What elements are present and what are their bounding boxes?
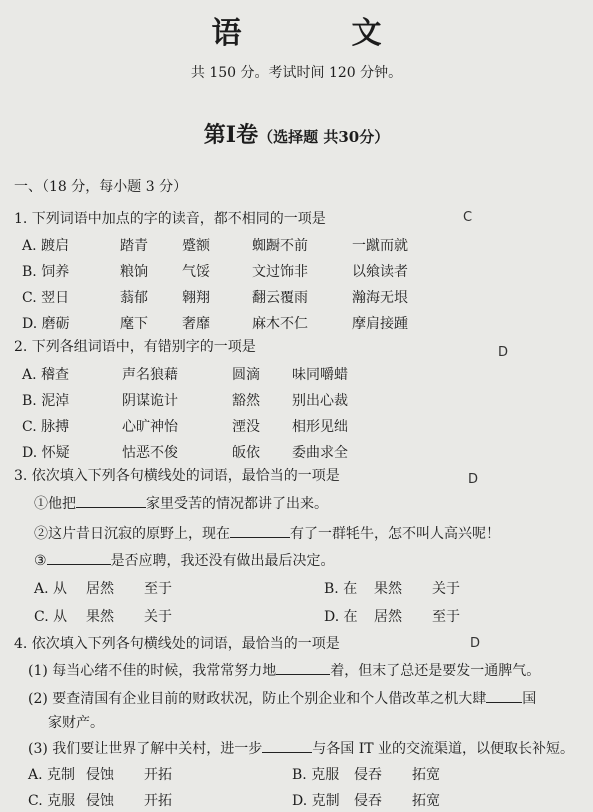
option-cell: 一蹴而就 [352, 238, 408, 254]
option-cell: C. 从 [34, 609, 68, 625]
sentence-text: 家里受苦的情况都讲了出来。 [146, 496, 328, 512]
sentence-text: ②这片昔日沉寂的原野上，现在 [34, 526, 230, 542]
sentence-text: (1) 每当心绪不佳的时候，我常常努力地 [28, 663, 277, 679]
option-cell: 翻云覆雨 [252, 290, 308, 306]
option-cell: A. 克制 [28, 767, 76, 783]
page-title: 语 文 [211, 16, 422, 51]
option-cell: 蹙额 [182, 238, 210, 254]
volume-note: （选择题 共30分） [258, 128, 390, 146]
volume-heading [0, 118, 593, 149]
option-cell: 至于 [432, 609, 460, 625]
option-cell: C. 脉搏 [22, 419, 70, 435]
sentence-text: 有了一群牦牛，怎不叫人高兴呢！ [290, 526, 500, 542]
sentence-text: 是否应聘，我还没有做出最后决定。 [110, 553, 335, 569]
fill-blank[interactable] [262, 738, 312, 753]
question-4-sentence-2-cont: 家财产。 [48, 715, 104, 731]
option-cell: 开拓 [144, 767, 172, 783]
option-cell: D. 在 [324, 609, 358, 625]
sentence-text: 国 [522, 691, 537, 707]
option-cell: 相形见绌 [292, 419, 348, 435]
question-3-sentence-1 [34, 493, 328, 513]
option-cell: 粮饷 [120, 264, 148, 280]
option-cell: A. 从 [34, 581, 68, 597]
option-cell: 气馁 [182, 264, 210, 280]
volume-title: 第Ⅰ卷 [203, 122, 259, 148]
sentence-text: 着，但末了总还是要发一通脾气。 [330, 663, 541, 679]
fill-blank[interactable] [47, 550, 111, 565]
section-heading: 一、（18 分，每小题 3 分） [14, 179, 188, 195]
option-cell: 皈依 [232, 445, 260, 461]
fill-blank[interactable] [486, 688, 522, 703]
question-4-sentence-2 [28, 688, 536, 708]
option-cell: 拓宽 [412, 767, 440, 783]
answer-mark-1: C [463, 210, 473, 225]
option-cell: 别出心裁 [292, 393, 348, 409]
answer-mark-2: D [498, 345, 509, 360]
option-cell: 怙恶不俊 [122, 445, 178, 461]
option-cell: 以飨读者 [352, 264, 408, 280]
option-cell: 拓宽 [412, 793, 440, 809]
option-cell: D. 磨砺 [22, 316, 70, 332]
fill-blank[interactable] [276, 660, 330, 675]
option-cell: 关于 [432, 581, 460, 597]
option-cell: B. 在 [324, 581, 358, 597]
question-2-stem: 2. 下列各组词语中，有错别字的一项是 [14, 339, 256, 355]
option-cell: 麻木不仁 [252, 316, 308, 332]
option-cell: 奢靡 [182, 316, 210, 332]
option-cell: 侵蚀 [86, 767, 114, 783]
option-cell: 果然 [86, 609, 114, 625]
sentence-text: ③ [34, 553, 47, 569]
option-cell: C. 克服 [28, 793, 76, 809]
option-cell: 侵蚀 [86, 793, 114, 809]
option-cell: A. 踱启 [22, 238, 70, 254]
option-cell: D. 怀疑 [22, 445, 70, 461]
question-4-stem: 4. 依次填入下列各句横线处的词语，最恰当的一项是 [14, 636, 340, 652]
sentence-text: 与各国 IT 业的交流渠道，以便取长补短。 [312, 741, 575, 757]
question-4-sentence-3 [28, 738, 574, 758]
option-cell: 委曲求全 [292, 445, 348, 461]
option-cell: 豁然 [232, 393, 260, 409]
option-cell: 关于 [144, 609, 172, 625]
option-cell: 文过饰非 [252, 264, 308, 280]
sentence-text: (2) 要查清国有企业目前的财政状况，防止个别企业和个人借改革之机大肆 [28, 691, 487, 707]
option-cell: 圆滴 [232, 367, 260, 383]
sentence-text: ①他把 [34, 496, 76, 512]
option-cell: 翱翔 [182, 290, 210, 306]
option-cell: B. 饲养 [22, 264, 70, 280]
option-cell: 居然 [374, 609, 402, 625]
option-cell: A. 稽查 [22, 367, 70, 383]
option-cell: 果然 [374, 581, 402, 597]
question-3-sentence-2 [34, 523, 500, 543]
option-cell: 蜘蹰不前 [252, 238, 308, 254]
option-cell: 瀚海无垠 [352, 290, 408, 306]
sentence-text: (3) 我们要让世界了解中关村，进一步 [28, 741, 263, 757]
exam-info: 共 150 分。考试时间 120 分钟。 [190, 65, 403, 81]
answer-mark-4: D [470, 636, 481, 651]
option-cell: C. 翌日 [22, 290, 70, 306]
option-cell: B. 克服 [292, 767, 340, 783]
option-cell: 摩肩接踵 [352, 316, 408, 332]
option-cell: 侵吞 [354, 793, 382, 809]
answer-mark-3: D [468, 472, 479, 487]
question-3-sentence-3 [34, 550, 335, 570]
option-cell: 心旷神怡 [122, 419, 178, 435]
option-cell: 侵吞 [354, 767, 382, 783]
question-1-stem: 1. 下列词语中加点的字的读音，都不相同的一项是 [14, 211, 326, 227]
question-4-sentence-1 [28, 660, 540, 680]
option-cell: 踏青 [120, 238, 148, 254]
option-cell: 蓊郁 [120, 290, 148, 306]
fill-blank[interactable] [230, 523, 290, 538]
option-cell: 麾下 [120, 316, 148, 332]
question-3-stem: 3. 依次填入下列各句横线处的词语，最恰当的一项是 [14, 468, 340, 484]
option-cell: 声名狼藉 [122, 367, 178, 383]
option-cell: 至于 [144, 581, 172, 597]
option-cell: 阴谋诡计 [122, 393, 178, 409]
option-cell: 开拓 [144, 793, 172, 809]
option-cell: B. 泥淖 [22, 393, 70, 409]
option-cell: 湮没 [232, 419, 260, 435]
option-cell: D. 克制 [292, 793, 340, 809]
fill-blank[interactable] [76, 493, 146, 508]
option-cell: 味同嚼蜡 [292, 367, 348, 383]
option-cell: 居然 [86, 581, 114, 597]
